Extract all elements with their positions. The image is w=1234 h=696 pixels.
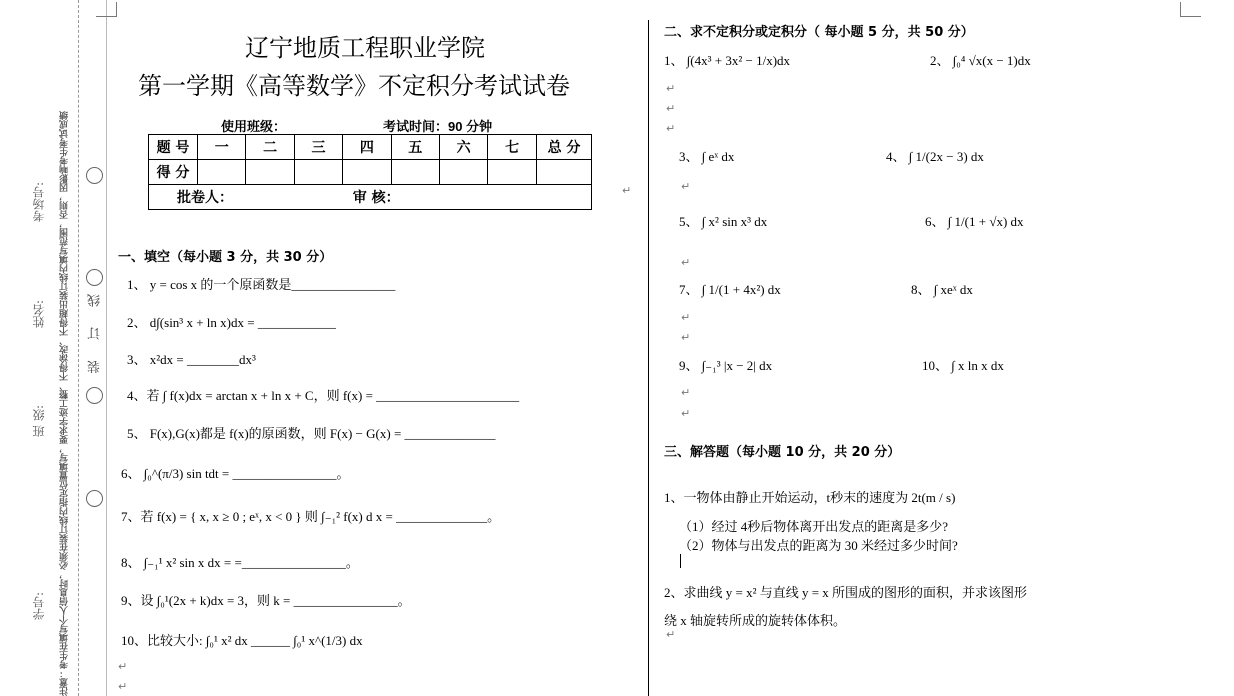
score-input-cell[interactable] xyxy=(439,160,487,185)
section-3-title: 三、解答题（每小题 10 分，共 20 分） xyxy=(664,445,901,460)
binding-hole xyxy=(86,490,103,507)
problem-2-line-1: 2、求曲线 y = x² 与直线 y = x 所围成的图形的面积，并求该图形 xyxy=(664,585,1028,600)
integral-question-1: 1、 ∫(4x³ + 3x² − 1/x)dx xyxy=(664,53,791,68)
student-id-label: 学号: xyxy=(32,592,46,621)
fill-question-4: 4、若 ∫ f(x)dx = arctan x + ln x + C，则 f(x) = ______________________ xyxy=(127,388,520,403)
reviewer-label: 审 核： xyxy=(352,190,400,206)
score-input-cell[interactable] xyxy=(391,160,439,185)
class-use-label: 使用班级： xyxy=(221,119,287,134)
score-input-cell[interactable] xyxy=(246,160,294,185)
problem-2-line-2: 绕 x 轴旋转所成的旋转体体积。 xyxy=(664,613,847,628)
table-cell: 三 xyxy=(294,135,342,160)
integral-question-5: 5、 ∫ x² sin x³ dx xyxy=(679,214,768,229)
table-cell: 七 xyxy=(488,135,537,160)
table-cell: 四 xyxy=(343,135,391,160)
score-input-cell[interactable] xyxy=(294,160,342,185)
grader-cell xyxy=(149,185,592,210)
integral-question-6: 6、 ∫ 1/(1 + √x) dx xyxy=(925,214,1024,229)
integral-question-9: 9、 ∫₋₁³ |x − 2| dx xyxy=(679,358,773,373)
paragraph-mark: ↵ xyxy=(681,311,691,324)
integral-question-10: 10、 ∫ x ln x dx xyxy=(922,358,1004,373)
paragraph-mark: ↵ xyxy=(118,680,128,693)
fill-question-3: 3、 x²dx = ________dx³ xyxy=(127,352,256,367)
table-cell: 六 xyxy=(439,135,487,160)
class-label: 班 级: xyxy=(32,405,46,437)
fill-question-2: 2、 d∫(sin³ x + ln x)dx = ____________ xyxy=(127,315,336,330)
grader-label: 批卷人： xyxy=(177,190,233,206)
score-input-cell[interactable] xyxy=(343,160,391,185)
fill-question-7: 7、若 f(x) = { x, x ≥ 0 ; eˣ, x < 0 } 则 ∫₋₁² f(x) d x = ______________。 xyxy=(121,509,501,524)
exam-time: 考试时间：90 分钟 xyxy=(383,119,493,134)
score-table-header-row xyxy=(149,135,592,160)
paragraph-mark: ↵ xyxy=(118,660,128,673)
table-cell: 五 xyxy=(391,135,439,160)
table-cell: 总 分 xyxy=(537,135,592,160)
paragraph-mark: ↵ xyxy=(666,628,676,641)
fill-question-6: 6、 ∫₀^(π/3) sin tdt = ________________。 xyxy=(121,466,350,481)
score-table xyxy=(148,134,592,210)
integral-question-3: 3、 ∫ eˣ dx xyxy=(679,149,735,164)
integral-question-4: 4、 ∫ 1/(2x − 3) dx xyxy=(886,149,984,164)
paragraph-mark: ↵ xyxy=(681,386,691,399)
seat-number-label: 考场号: xyxy=(32,182,46,223)
integral-question-8: 8、 ∫ xeˣ dx xyxy=(911,282,973,297)
section-1-title: 一、填空（每小题 3 分，共 30 分） xyxy=(118,250,333,265)
paragraph-mark: ↵ xyxy=(666,82,676,95)
column-divider xyxy=(648,20,649,696)
fill-question-8: 8、 ∫₋₁¹ x² sin x dx = =________________。 xyxy=(121,555,359,570)
corner-mark-top-right xyxy=(1180,2,1201,17)
score-table-grader-row xyxy=(149,185,592,210)
school-name: 辽宁地质工程职业学院 xyxy=(245,34,485,62)
paragraph-mark: ↵ xyxy=(681,407,691,420)
name-label: 姓名: xyxy=(32,300,46,329)
binding-hole xyxy=(86,167,103,184)
fill-question-9: 9、设 ∫₀¹(2x + k)dx = 3，则 k = ________________。 xyxy=(121,593,411,608)
fill-question-5: 5、 F(x),G(x)都是 f(x)的原函数，则 F(x) − G(x) = ______________ xyxy=(127,426,496,441)
problem-1: 1、一物体由静止开始运动，t秒末的速度为 2t(m / s) xyxy=(664,490,956,505)
paragraph-mark: ↵ xyxy=(681,180,691,193)
paragraph-mark: ↵ xyxy=(666,122,676,135)
paragraph-mark: ↵ xyxy=(622,184,632,197)
fill-question-1: 1、 y = cos x 的一个原函数是________________ xyxy=(127,277,396,292)
paragraph-mark: ↵ xyxy=(681,256,691,269)
score-input-cell[interactable] xyxy=(537,160,592,185)
binding-line-label: 装 订 线 xyxy=(88,286,103,374)
table-cell: 题 号 xyxy=(149,135,198,160)
exam-title: 第一学期《高等数学》不定积分考试试卷 xyxy=(138,72,570,100)
corner-mark-top-left xyxy=(96,2,117,17)
paragraph-mark: ↵ xyxy=(666,102,676,115)
section-2-title: 二、求不定积分或定积分（ 每小题 5 分，共 50 分） xyxy=(664,25,974,40)
score-input-cell[interactable] xyxy=(198,160,246,185)
table-cell: 二 xyxy=(246,135,294,160)
binding-hole xyxy=(86,387,103,404)
table-cell: 得 分 xyxy=(149,160,198,185)
binding-hole xyxy=(86,269,103,286)
score-input-cell[interactable] xyxy=(488,160,537,185)
table-cell: 一 xyxy=(198,135,246,160)
paragraph-mark: ↵ xyxy=(681,331,691,344)
fill-question-10: 10、比较大小: ∫₀¹ x² dx ______ ∫₀¹ x^(1/3) dx xyxy=(121,633,363,648)
notice-text: 注意：考生在填写个人信息时，必须在装订线内指定位置填写，要求字迹工整、不得涂改、不得超出装订线内填写范围，否则，因影响考生考试成绩 xyxy=(60,111,70,696)
problem-1b: （2）物体与出发点的距离为 30 米经过多少时间? xyxy=(679,538,958,553)
score-table-score-row xyxy=(149,160,592,185)
integral-question-2: 2、 ∫₀⁴ √x(x − 1)dx xyxy=(930,53,1031,68)
problem-1a: （1）经过 4秒后物体离开出发点的距离是多少? xyxy=(679,519,949,534)
text-cursor[interactable] xyxy=(680,554,681,568)
integral-question-7: 7、 ∫ 1/(1 + 4x²) dx xyxy=(679,282,781,297)
